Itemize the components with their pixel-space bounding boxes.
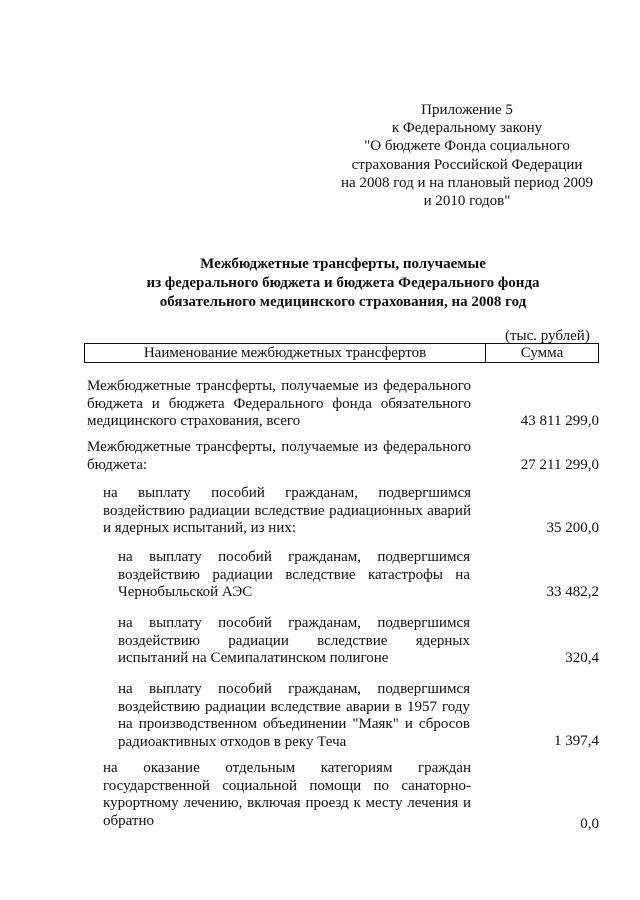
row-name-line: и ядерных испытаний, из них: (103, 520, 297, 537)
row-name-line: воздействию радиации вследствие ядерных (118, 632, 470, 649)
row-name-line: курортному лечению, включая проезд к месту лечения и (103, 795, 471, 812)
row-name (118, 681, 470, 751)
title-line: из федерального бюджета и бюджета Федерального фонда (146, 275, 540, 291)
row-name-line: Чернобыльской АЭС (118, 584, 253, 601)
appendix-line: и 2010 годов" (423, 193, 511, 210)
row-sum: 35 200,0 (546, 520, 599, 536)
row-sum: 320,4 (565, 650, 599, 666)
unit-label: (тыс. рублей) (505, 328, 590, 344)
row-name-line: на выплату пособий гражданам, подвергшимся (118, 615, 470, 631)
row-name (87, 378, 471, 431)
table-row (103, 485, 599, 545)
row-sum: 43 811 299,0 (520, 413, 599, 429)
row-name-line: государственной социальной помощи по санаторно- (103, 777, 471, 794)
row-sum: 1 397,4 (554, 733, 599, 749)
table-row (118, 615, 599, 675)
row-name-line: обратно (103, 812, 154, 829)
row-name-line: воздействию радиации вследствие катастрофы на (118, 566, 470, 583)
row-name-line: испытаний на Семипалатинском полигоне (118, 650, 389, 667)
appendix-line: к Федеральному закону (391, 120, 543, 137)
row-name-line: на производственном объединении "Маяк" и сбросов (118, 716, 470, 733)
appendix-line: "О бюджете Фонда социального (364, 138, 570, 155)
row-name-line: воздействию радиации вследствие радиационных аварий (103, 502, 471, 519)
row-name-line: на оказание отдельным категориям граждан (103, 760, 471, 776)
row-name-line: Межбюджетные трансферты, получаемые из федерального (87, 439, 471, 455)
table-row (118, 549, 599, 609)
table-header (84, 343, 599, 363)
appendix-line: на 2008 год и на плановый период 2009 (341, 174, 593, 191)
row-name (118, 615, 470, 668)
row-sum: 27 211 299,0 (520, 457, 599, 473)
table-row (87, 439, 599, 479)
row-name (118, 549, 470, 602)
row-name-line: радиоактивных отходов в реку Теча (118, 733, 347, 750)
column-header-sum: Сумма (520, 345, 564, 361)
document-title (88, 255, 598, 312)
appendix-line: Приложение 5 (421, 102, 513, 118)
row-name-line: воздействию радиации вследствие аварии в 1957 году (118, 698, 470, 715)
appendix-header (300, 101, 634, 210)
row-name (87, 439, 471, 474)
row-name-line: бюджета: (87, 456, 148, 473)
row-sum: 33 482,2 (546, 584, 599, 600)
row-name (103, 760, 471, 830)
row-sum: 0,0 (580, 816, 599, 832)
row-name-line: Межбюджетные трансферты, получаемые из федерального (87, 378, 471, 394)
table-row (87, 378, 599, 438)
table-row (118, 681, 599, 757)
title-line: обязательного медицинского страхования, на 2008 год (159, 294, 527, 310)
row-name-line: бюджета и бюджета Федерального фонда обязательного (87, 395, 471, 412)
table-row (103, 760, 599, 836)
row-name-line: на выплату пособий гражданам, подвергшимся (118, 549, 470, 565)
row-name-line: на выплату пособий гражданам, подвергшимся (103, 485, 471, 501)
title-line: Межбюджетные трансферты, получаемые (200, 256, 486, 272)
appendix-line: страхования Российской Федерации (351, 156, 583, 173)
column-header-name: Наименование межбюджетных трансфертов (85, 344, 486, 362)
row-name (103, 485, 471, 538)
row-name-line: на выплату пособий гражданам, подвергшимся (118, 681, 470, 697)
row-name-line: медицинского страхования, всего (87, 413, 301, 430)
